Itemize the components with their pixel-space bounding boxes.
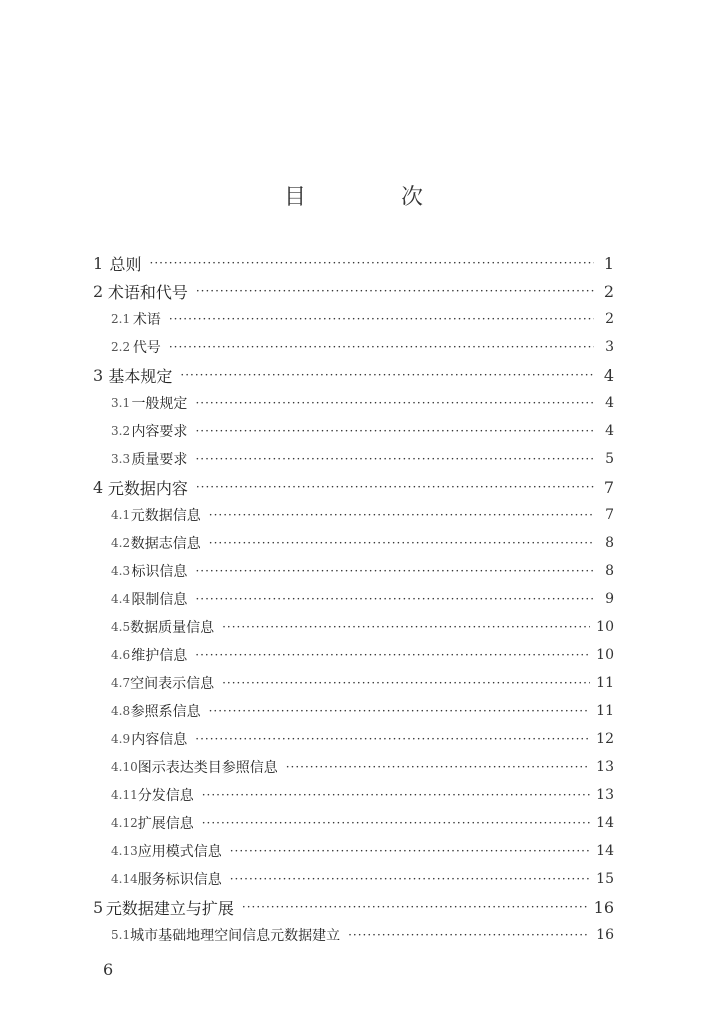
toc-entry-label: 空间表示信息 [130, 676, 215, 692]
toc-entry[interactable] [111, 308, 614, 330]
toc-entry-number: 2 [93, 281, 104, 301]
page-title: 目 次 [284, 185, 467, 210]
dot-leader [202, 812, 590, 834]
toc-entry[interactable] [111, 560, 614, 582]
toc-entry[interactable] [111, 448, 614, 470]
dot-leader [195, 560, 594, 582]
toc-entry-number: 4 [93, 477, 104, 497]
dot-leader [169, 308, 594, 330]
toc-entry-number: 1 [93, 253, 104, 273]
toc-entry-label: 分发信息 [137, 788, 194, 804]
toc-entry-label: 服务标识信息 [137, 872, 222, 888]
toc-entry[interactable] [93, 364, 614, 386]
toc-entry-number: 3.1 [111, 396, 131, 410]
toc-entry[interactable] [111, 784, 614, 806]
toc-entry-page: 13 [596, 787, 614, 803]
dot-leader [169, 336, 594, 358]
toc-entry-label: 元数据内容 [107, 478, 188, 498]
toc-entry[interactable] [111, 924, 614, 946]
toc-entry-label: 城市基础地理空间信息元数据建立 [130, 928, 341, 944]
toc-entry-label: 元数据信息 [130, 508, 201, 524]
dot-leader [222, 616, 590, 638]
toc-entry[interactable] [111, 756, 614, 778]
toc-entry-label: 元数据建立与扩展 [105, 898, 234, 918]
toc-entry-number: 4.10 [111, 760, 138, 774]
toc-entry[interactable] [111, 588, 614, 610]
toc-entry[interactable] [111, 392, 614, 414]
toc-entry-label: 基本规定 [108, 366, 173, 386]
dot-leader [348, 924, 590, 946]
toc-entry[interactable] [93, 280, 614, 302]
toc-entry-label: 代号 [132, 340, 161, 356]
dot-leader [196, 476, 594, 498]
toc-entry-label: 内容要求 [131, 424, 188, 440]
toc-entry-label: 质量要求 [131, 452, 188, 468]
toc-entry-number: 4.2 [111, 536, 131, 550]
toc-entry-number: 5.1 [111, 928, 131, 942]
toc-entry-page: 15 [596, 871, 614, 887]
dot-leader [222, 672, 590, 694]
dot-leader [230, 840, 590, 862]
toc-entry-page: 16 [596, 927, 614, 943]
toc-entry-label: 扩展信息 [137, 816, 194, 832]
dot-leader [195, 392, 594, 414]
toc-entry-page: 10 [596, 619, 614, 635]
toc-entry-label: 数据志信息 [130, 536, 201, 552]
toc-entry[interactable] [111, 420, 614, 442]
toc-entry-page: 16 [593, 897, 614, 917]
toc-entry-page: 4 [605, 395, 614, 411]
dot-leader [196, 280, 594, 302]
toc-entry-page: 2 [605, 311, 614, 327]
toc-entry-number: 2.1 [111, 312, 131, 326]
toc-entry-number: 4.11 [111, 788, 138, 802]
toc-entry-label: 应用模式信息 [137, 844, 222, 860]
dot-leader [195, 420, 594, 442]
toc-entry-page: 14 [596, 815, 614, 831]
toc-entry-number: 4.13 [111, 844, 138, 858]
dot-leader [150, 252, 594, 274]
toc-entry-number: 4.4 [111, 592, 131, 606]
toc-entry[interactable] [111, 336, 614, 358]
toc-entry-number: 4.8 [111, 704, 131, 718]
toc-entry-label: 维护信息 [131, 648, 188, 664]
toc-entry-label: 术语 [132, 312, 161, 328]
dot-leader [209, 700, 591, 722]
toc-entry-label: 内容信息 [131, 732, 188, 748]
toc-entry-page: 7 [603, 477, 614, 497]
toc-entry-label: 总则 [109, 254, 142, 274]
toc-entry-page: 12 [596, 731, 614, 747]
toc-entry-page: 11 [596, 703, 614, 719]
toc-entry-page: 10 [596, 647, 614, 663]
dot-leader [209, 532, 594, 554]
toc-entry-page: 8 [605, 563, 614, 579]
toc-entry[interactable] [111, 700, 614, 722]
toc-entry-label: 限制信息 [131, 592, 188, 608]
toc-entry-page: 11 [596, 675, 614, 691]
dot-leader [195, 644, 590, 666]
toc-entry-page: 3 [605, 339, 614, 355]
toc-entry-number: 3 [93, 365, 104, 385]
toc-entry-page: 8 [605, 535, 614, 551]
toc-entry-number: 4.3 [111, 564, 131, 578]
toc-entry-page: 7 [605, 507, 614, 523]
dot-leader [195, 448, 594, 470]
toc-entry[interactable] [111, 840, 614, 862]
toc-entry-number: 5 [93, 897, 104, 917]
toc-entry[interactable] [111, 504, 614, 526]
toc-entry-label: 参照系信息 [130, 704, 201, 720]
toc-entry-page: 4 [603, 365, 614, 385]
toc-entry-number: 3.2 [111, 424, 131, 438]
toc-entry-page: 9 [605, 591, 614, 607]
toc-entry-number: 4.6 [111, 648, 131, 662]
toc-entry-number: 2.2 [111, 340, 131, 354]
dot-leader [180, 364, 594, 386]
footer-page-number: 6 [103, 960, 114, 979]
dot-leader [202, 784, 590, 806]
toc-entry-number: 4.7 [111, 676, 131, 690]
toc-entry[interactable] [111, 672, 614, 694]
dot-leader [195, 588, 594, 610]
dot-leader [195, 728, 590, 750]
toc-entry-number: 4.14 [111, 872, 138, 886]
toc-entry-number: 3.3 [111, 452, 131, 466]
toc-entry-number: 4.5 [111, 620, 131, 634]
toc-entry[interactable] [111, 868, 614, 890]
toc-entry[interactable] [93, 252, 614, 274]
dot-leader [230, 868, 590, 890]
toc-entry-label: 数据质量信息 [130, 620, 215, 636]
toc-entry[interactable] [111, 812, 614, 834]
toc-entry[interactable] [111, 644, 614, 666]
toc-entry-number: 4.9 [111, 732, 131, 746]
toc-entry-label: 术语和代号 [107, 282, 188, 302]
toc-entry-page: 5 [605, 451, 614, 467]
toc-entry-label: 标识信息 [131, 564, 188, 580]
toc-entry-page: 13 [596, 759, 614, 775]
toc-entry-label: 图示表达类目参照信息 [137, 760, 278, 776]
toc-entry-page: 1 [603, 253, 614, 273]
dot-leader [286, 756, 590, 778]
dot-leader [242, 896, 588, 918]
toc-entry[interactable] [111, 616, 614, 638]
toc-entry-label: 一般规定 [131, 396, 188, 412]
toc-entry-page: 2 [603, 281, 614, 301]
dot-leader [209, 504, 594, 526]
toc-entry-number: 4.12 [111, 816, 138, 830]
toc-entry-page: 4 [605, 423, 614, 439]
toc-entry[interactable] [111, 532, 614, 554]
toc-entry[interactable] [93, 896, 614, 918]
toc-entry-page: 14 [596, 843, 614, 859]
toc-entry-number: 4.1 [111, 508, 131, 522]
toc-entry[interactable] [111, 728, 614, 750]
toc-entry[interactable] [93, 476, 614, 498]
